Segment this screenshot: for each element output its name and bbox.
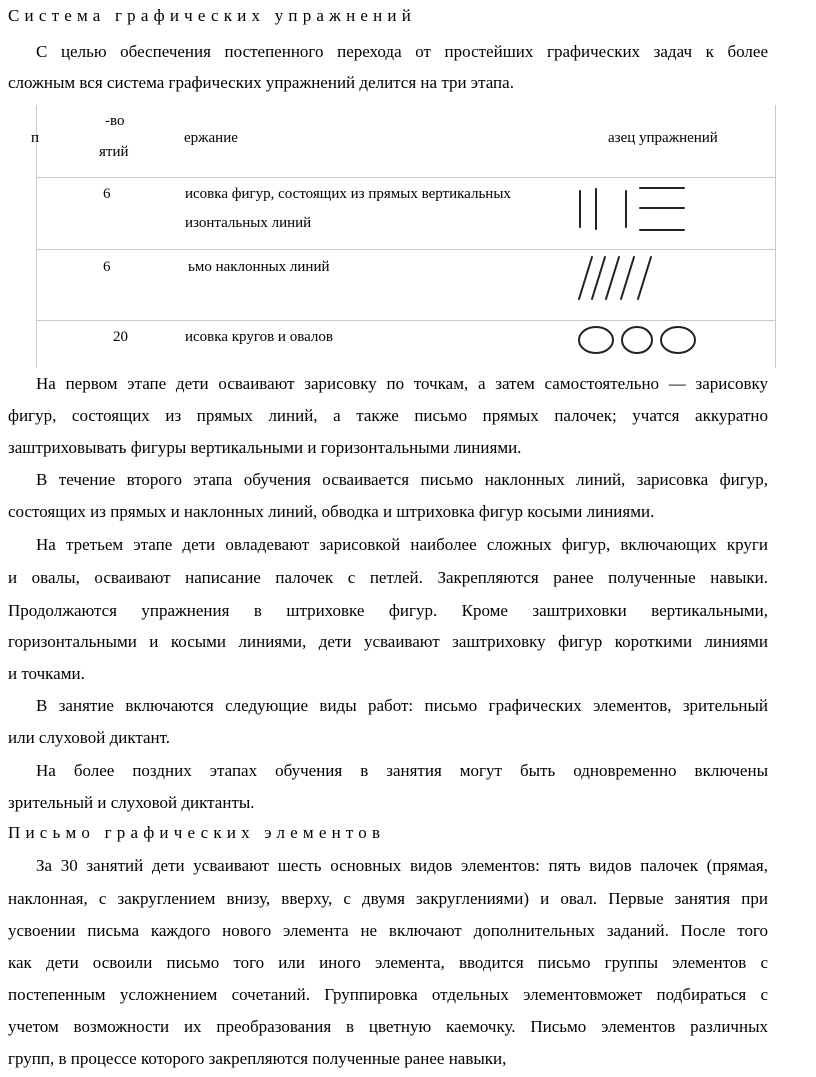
table-rule xyxy=(36,249,776,250)
row-1-count: 6 xyxy=(103,186,111,202)
row-2-count: 6 xyxy=(103,259,111,275)
para-1-line-2: фигур, состоящих из прямых линий, а также письмо прямых палочек; учатся аккуратно xyxy=(8,406,768,425)
para-3-line-4: горизонтальными и косыми линиями, дети усваивают заштриховку фигур короткими линиями xyxy=(8,632,768,651)
para-6-line-7: групп, в процессе которого закрепляются полученные ранее навыки, xyxy=(8,1049,507,1068)
para-5-line-1: На более поздних этапах обучения в занятия могут быть одновременно включены xyxy=(36,761,768,780)
para-4-line-2: или слуховой диктант. xyxy=(8,728,171,747)
header-number: п xyxy=(31,130,40,146)
table-rule xyxy=(36,177,776,178)
intro-line-2: сложным вся система графических упражнений делится на три этапа. xyxy=(8,73,514,92)
header-count-line2: ятий xyxy=(99,144,129,160)
para-6-line-4: как дети освоили письмо того или иного элемента, вводится письмо группы элементов с xyxy=(8,953,768,972)
para-5-line-2: зрительный и слуховой диктанты. xyxy=(8,793,255,812)
para-1-line-1: На первом этапе дети осваивают зарисовку по точкам, а затем самостоятельно — зарисовку xyxy=(36,374,768,393)
para-4-line-1: В занятие включаются следующие виды работ: письмо графических элементов, зрительный xyxy=(36,696,768,715)
row-2-content: ьмо наклонных линий xyxy=(188,259,330,275)
para-6-line-6: учетом возможности их преобразования в цветную каемочку. Письмо элементов различных xyxy=(8,1017,768,1036)
para-2-line-2: состоящих из прямых и наклонных линий, обводка и штриховка фигур косыми линиями. xyxy=(8,502,655,521)
row-3-count: 20 xyxy=(113,329,128,345)
slanted-lines-icon xyxy=(574,253,664,303)
para-6-line-1: За 30 занятий дети усваивают шесть основных видов элементов: пять видов палочек (прямая, xyxy=(36,856,768,875)
para-3-line-5: и точками. xyxy=(8,664,85,683)
circles-ovals-icon xyxy=(574,323,704,357)
para-2-line-1: В течение второго этапа обучения осваивается письмо наклонных линий, зарисовка фигур, xyxy=(36,470,768,489)
subsection-heading: Письмо графических элементов xyxy=(8,823,386,842)
row-3-content: исовка кругов и овалов xyxy=(185,329,333,345)
para-6-line-3: усвоении письма каждого нового элемента не включают дополнительных заданий. После того xyxy=(8,921,768,940)
para-3-line-2: и овалы, осваивают написание палочек с петлей. Закрепляются ранее полученные навыки. xyxy=(8,568,768,587)
para-6-line-2: наклонная, с закруглением внизу, вверху, с двумя закруглениями) и овал. Первые занятия при xyxy=(8,889,768,908)
section-heading: Система графических упражнений xyxy=(8,6,417,25)
header-content: ержание xyxy=(184,130,238,146)
vertical-horizontal-lines-icon xyxy=(576,185,686,235)
intro-line-1: С целью обеспечения постепенного перехода от простейших графических задач к более xyxy=(36,42,768,61)
row-1-content-2: изонтальных линий xyxy=(185,215,312,231)
para-1-line-3: заштриховывать фигуры вертикальными и горизонтальными линиями. xyxy=(8,438,522,457)
para-3-line-1: На третьем этапе дети овладевают зарисовкой наиболее сложных фигур, включающих круги xyxy=(36,535,768,554)
row-1-content: исовка фигур, состоящих из прямых вертикальных xyxy=(185,186,511,202)
para-3-line-3: Продолжаются упражнения в штриховке фигур. Кроме заштриховки вертикальными, xyxy=(8,601,768,620)
table-border-right xyxy=(775,105,776,368)
para-6-line-5: постепенным усложнением сочетаний. Группировка отдельных элементовможет подбираться с xyxy=(8,985,768,1004)
header-count-line1: -во xyxy=(105,113,125,129)
exercise-table xyxy=(31,105,776,368)
table-rule xyxy=(36,320,776,321)
header-sample: азец упражнений xyxy=(608,130,718,146)
